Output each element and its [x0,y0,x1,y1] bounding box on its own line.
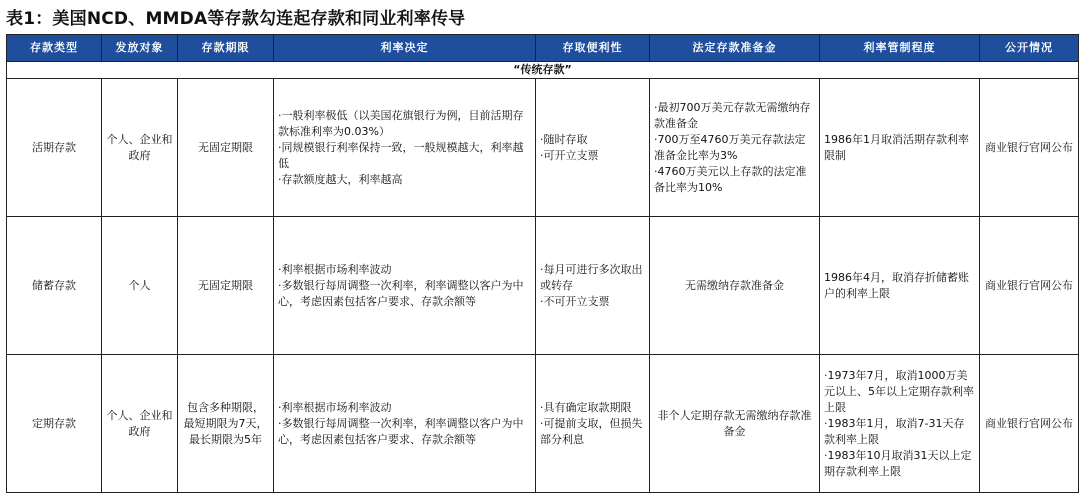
reserve-line: ·最初700万美元存款无需缴纳存款准备金 [654,100,811,130]
reserve-line: 无需缴纳存款准备金 [685,278,784,292]
cell-access [536,79,650,217]
header-cell: 公开情况 [980,35,1079,62]
cell-term: 无固定期限 [178,79,274,217]
header-cell: 存款期限 [178,35,274,62]
cell-regulation [820,217,980,355]
access-line: ·不可开立支票 [540,294,610,308]
cell-term: 无固定期限 [178,217,274,355]
deposit-table [6,34,1079,493]
cell-regulation [820,355,980,493]
header-row [7,35,1079,62]
rate-line: ·一般利率极低（以美国花旗银行为例，目前活期存款标准利率为0.03%） [278,108,524,138]
header-cell: 利率管制程度 [820,35,980,62]
table-row [7,79,1079,217]
section-label: “传统存款” [7,62,1079,79]
cell-reserve [650,79,820,217]
regulation-line: ·1973年7月，取消1000万美元以上、5年以上定期存款利率上限 [824,368,974,414]
rate-line: ·多数银行每周调整一次利率，利率调整以客户为中心，考虑因素包括客户要求、存款余额等 [278,278,524,308]
rate-line: ·存款额度越大，利率越高 [278,172,403,186]
cell-disclosure: 商业银行官网公布 [980,217,1079,355]
cell-rate [274,217,536,355]
table-row [7,217,1079,355]
table-row [7,355,1079,493]
header-cell: 发放对象 [102,35,178,62]
regulation-line: 1986年4月，取消存折储蓄账户的利率上限 [824,270,969,300]
cell-rate [274,79,536,217]
header-cell: 存取便利性 [536,35,650,62]
reserve-line: ·700万至4760万美元存款法定准备金比率为3% [654,132,806,162]
cell-disclosure: 商业银行官网公布 [980,79,1079,217]
regulation-line: ·1983年1月，取消7-31天存款利率上限 [824,416,965,446]
table-title: 表1：美国NCD、MMDA等存款勾连起存款和同业利率传导 [6,9,466,29]
cell-target: 个人、企业和政府 [102,79,178,217]
cell-type: 定期存款 [7,355,102,493]
cell-rate [274,355,536,493]
cell-term: 包含多种期限，最短期限为7天，最长期限为5年 [178,355,274,493]
reserve-line: ·4760万美元以上存款的法定准备比率为10% [654,164,807,194]
rate-line: ·同规模银行利率保持一致，一般规模越大，利率越低 [278,140,524,170]
access-line: ·随时存取 [540,132,588,146]
regulation-line: ·1983年10月取消31天以上定期存款利率上限 [824,448,972,478]
access-line: ·可提前支取，但损失部分利息 [540,416,643,446]
cell-access [536,355,650,493]
cell-access [536,217,650,355]
header-cell: 利率决定 [274,35,536,62]
cell-reserve [650,217,820,355]
reserve-line: 非个人定期存款无需缴纳存款准备金 [657,408,812,438]
cell-reserve [650,355,820,493]
header-cell: 法定存款准备金 [650,35,820,62]
cell-target: 个人、企业和政府 [102,355,178,493]
cell-target: 个人 [102,217,178,355]
rate-line: ·利率根据市场利率波动 [278,262,392,276]
cell-disclosure: 商业银行官网公布 [980,355,1079,493]
rate-line: ·利率根据市场利率波动 [278,400,392,414]
access-line: ·可开立支票 [540,148,599,162]
cell-type: 储蓄存款 [7,217,102,355]
rate-line: ·多数银行每周调整一次利率，利率调整以客户为中心，考虑因素包括客户要求、存款余额等 [278,416,524,446]
regulation-line: 1986年1月取消活期存款利率限制 [824,132,969,162]
access-line: ·每月可进行多次取出或转存 [540,262,643,292]
section-row [7,62,1079,79]
header-cell: 存款类型 [7,35,102,62]
access-line: ·具有确定取款期限 [540,400,632,414]
cell-type: 活期存款 [7,79,102,217]
deposit-table-container [6,34,1078,493]
cell-regulation [820,79,980,217]
